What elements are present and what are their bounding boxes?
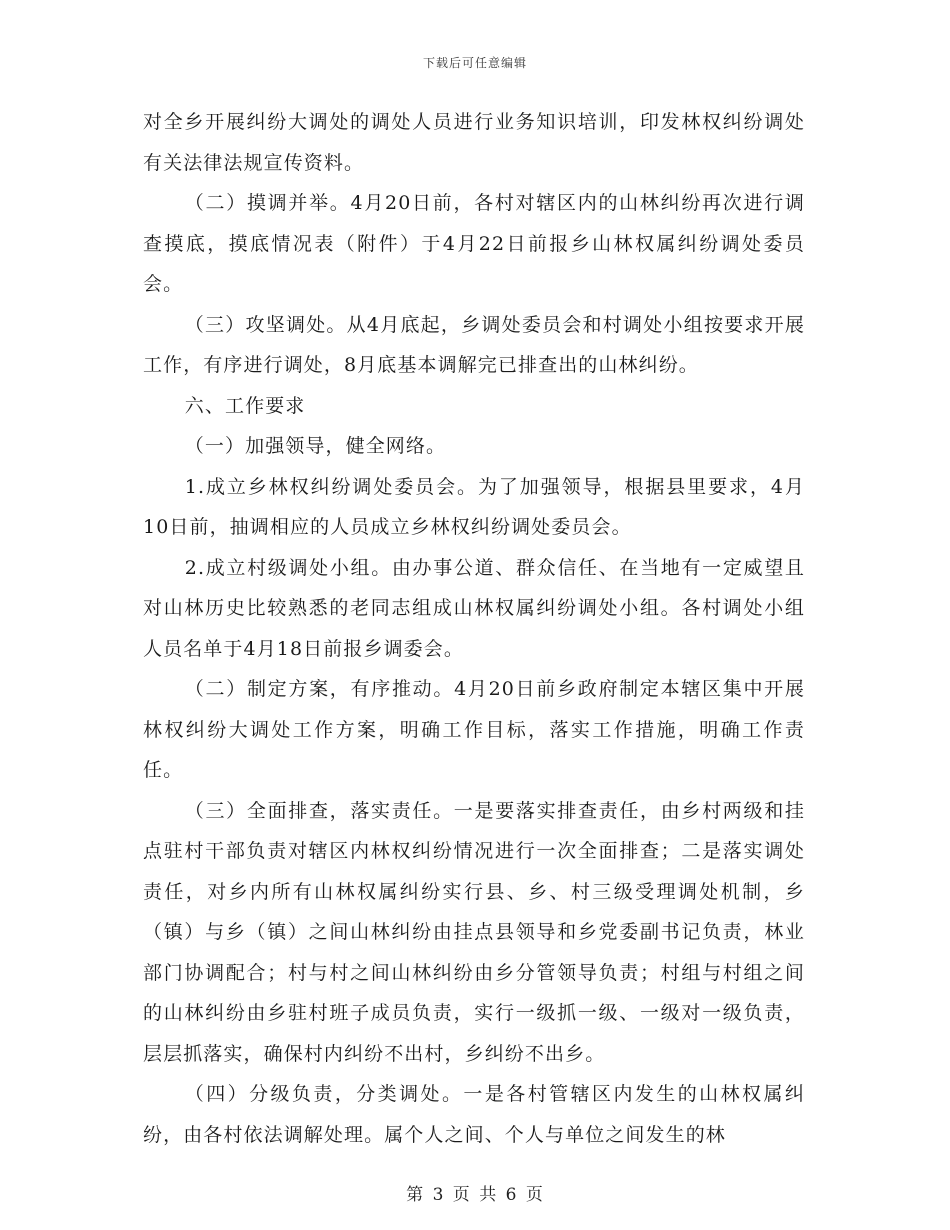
subheading-1: （一）加强领导，健全网络。 — [184, 435, 447, 457]
paragraph-3: （三）攻坚调处。从4月底起，乡调处委员会和村调处小组按要求开展工作，有序进行调处，8月底基本调解完已排查出的山林纠纷。 — [143, 313, 805, 376]
section-heading-work-requirements: 六、工作要求 — [184, 394, 306, 417]
paragraph-8: （四）分级负责，分类调处。一是各村管辖区内发生的山林权属纠纷，由各村依法调解处理。属个人之间、个人与单位之间发生的林 — [143, 1083, 805, 1146]
paragraph-5: 2.成立村级调处小组。由办事公道、群众信任、在当地有一定威望且对山林历史比较熟悉的老同志组成山林权属纠纷调处小组。各村调处小组人员名单于4月18日前报乡调委会。 — [143, 556, 805, 660]
paragraph-2: （二）摸调并举。4月20日前，各村对辖区内的山林纠纷再次进行调查摸底，摸底情况表（附件）于4月22日前报乡山林权属纠纷调处委员会。 — [143, 192, 805, 295]
paragraph-4: 1.成立乡林权纠纷调处委员会。为了加强领导，根据县里要求，4月10日前，抽调相应的人员成立乡林权纠纷调处委员会。 — [143, 475, 805, 538]
page-header: 下载后可任意编辑 — [422, 56, 527, 70]
paragraph-1: 对全乡开展纠纷大调处的调处人员进行业务知识培训，印发林权纠纷调处有关法律法规宣传资料。 — [143, 111, 805, 174]
page-footer: 第 3 页 共 6 页 — [406, 1185, 544, 1205]
document-body — [143, 102, 805, 1155]
paragraph-6: （二）制定方案，有序推动。4月20日前乡政府制定本辖区集中开展林权纠纷大调处工作方案，明确工作目标，落实工作措施，明确工作责任。 — [143, 678, 805, 781]
paragraph-7: （三）全面排查，落实责任。一是要落实排查责任，由乡村两级和挂点驻村干部负责对辖区内林权纠纷情况进行一次全面排查；二是落实调处责任，对乡内所有山林权属纠纷实行县、乡、村三级受理调处机制，乡（镇）与乡（镇）之间山林纠纷由挂点县领导和乡党委副书记负责，林业部门协调配合；村与村之间山林纠纷由乡分管领导负责；村组与村组之间的山林纠纷由乡驻村班子成员负责，实行一级抓一级、一级对一级负责，层层抓落实，确保村内纠纷不出村，乡纠纷不出乡。 — [143, 799, 805, 1065]
